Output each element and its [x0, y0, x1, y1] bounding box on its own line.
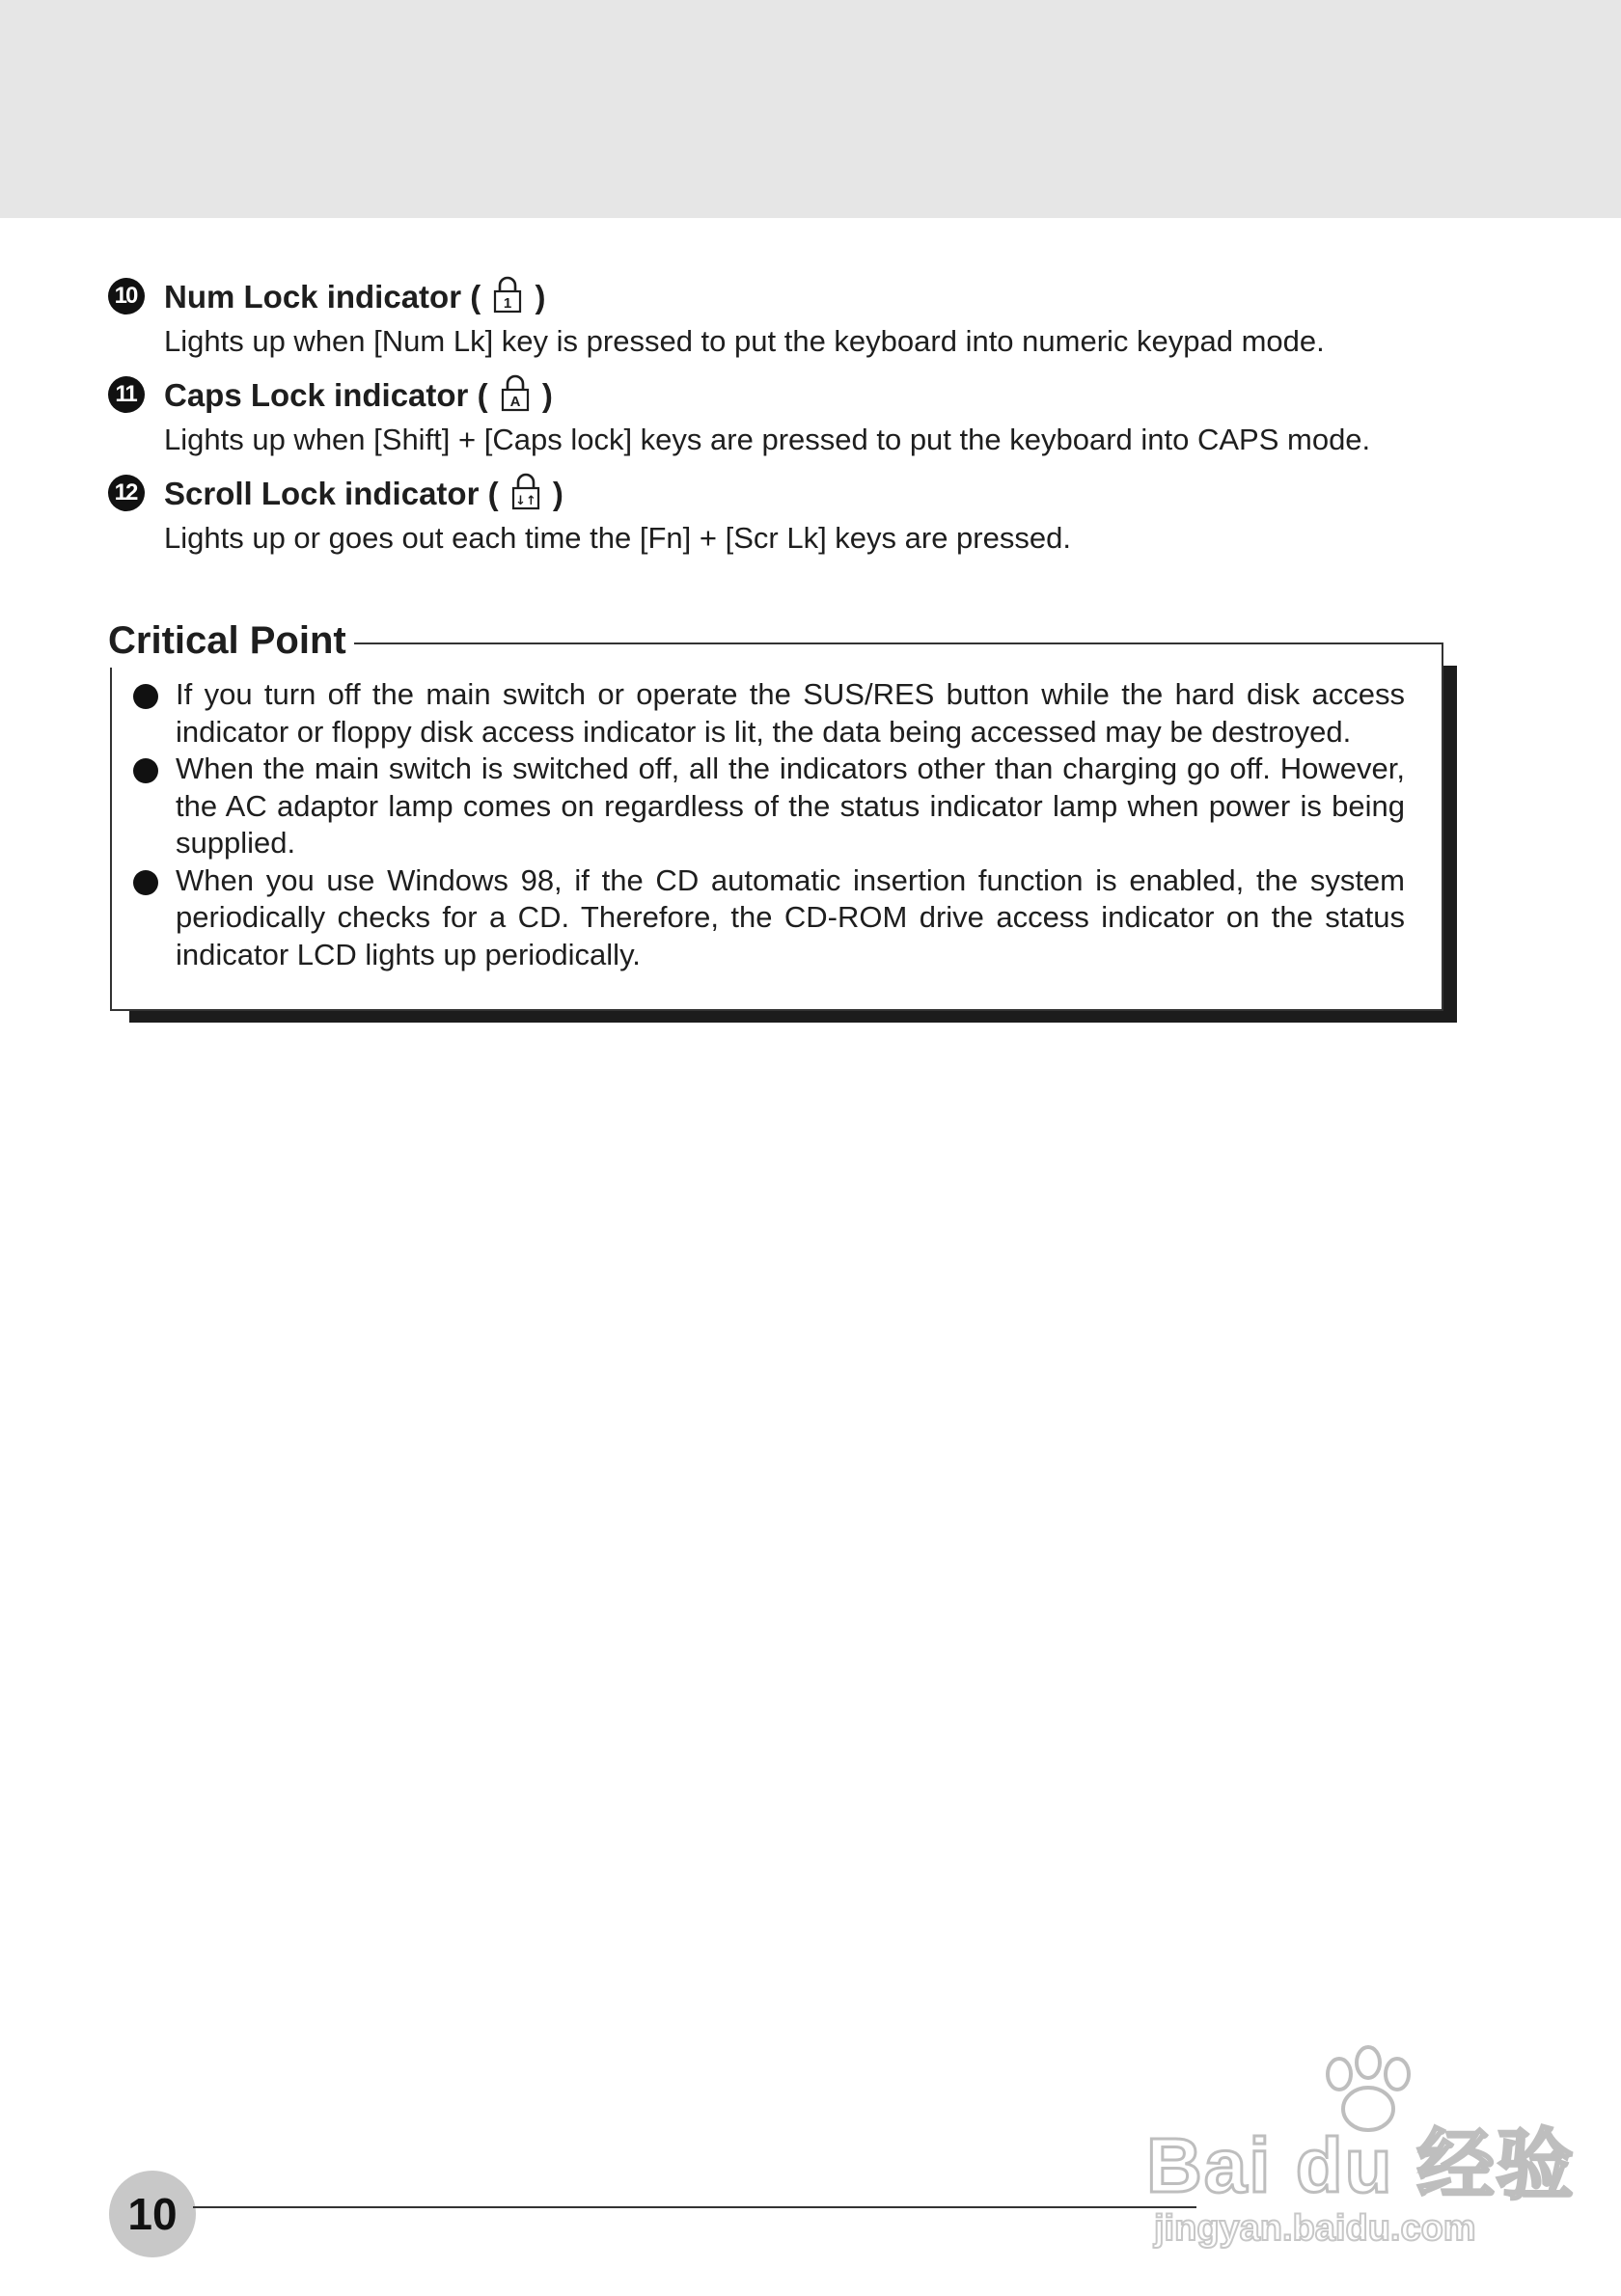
scroll-lock-icon: [511, 472, 540, 510]
page-number: 10: [109, 2171, 196, 2257]
bullet-icon: [133, 758, 158, 783]
indicator-item-num-lock: [108, 274, 1536, 363]
svg-text:1: 1: [504, 295, 512, 312]
critical-point-text: When the main switch is switched off, all the indicators other than charging go off. However, the AC adaptor lamp comes on regardless of the status indicator lamp when power is being supplied.: [176, 752, 1405, 860]
indicator-title: [164, 274, 1536, 320]
critical-point-item: [133, 751, 1405, 862]
header-band: [0, 0, 1621, 218]
indicator-list: [108, 274, 1536, 560]
caps-lock-icon: [501, 373, 530, 412]
critical-point-item: [133, 676, 1405, 751]
item-number-badge: 11: [108, 376, 145, 413]
critical-point-list: [133, 676, 1405, 973]
critical-point-text: When you use Windows 98, if the CD automatic insertion function is enabled, the system periodically checks for a CD. Therefore, the CD-ROM drive access indicator on the status indicator LCD lights up periodically.: [176, 862, 1405, 971]
indicator-title-text: Scroll Lock indicator (: [164, 476, 499, 511]
bullet-icon: [133, 870, 158, 895]
watermark-url: jingyan.baidu.com: [1154, 2208, 1476, 2249]
critical-point-text: If you turn off the main switch or operate the SUS/RES button while the hard disk access indicator or floppy disk access indicator is lit, the data being accessed may be destroyed.: [176, 677, 1405, 749]
footer-rule: [193, 2206, 1196, 2208]
critical-point-box: [110, 642, 1443, 1011]
indicator-title-text: Caps Lock indicator (: [164, 377, 488, 413]
critical-point-title: Critical Point: [108, 614, 354, 668]
indicator-description: Lights up when [Num Lk] key is pressed to put the keyboard into numeric keypad mode.: [164, 324, 1325, 358]
indicator-title-close: ): [552, 476, 563, 511]
bullet-icon: [133, 684, 158, 709]
indicator-item-scroll-lock: [108, 471, 1536, 560]
indicator-description: Lights up when [Shift] + [Caps lock] keys are pressed to put the keyboard into CAPS mode.: [164, 423, 1371, 456]
indicator-title-text: Num Lock indicator (: [164, 279, 481, 314]
indicator-title-close: ): [535, 279, 546, 314]
item-number-badge: 10: [108, 278, 145, 314]
indicator-title: [164, 372, 1536, 419]
item-number-badge: 12: [108, 475, 145, 511]
indicator-item-caps-lock: [108, 372, 1536, 461]
indicator-description: Lights up or goes out each time the [Fn] + [Scr Lk] keys are pressed.: [164, 521, 1071, 555]
svg-text:A: A: [509, 394, 521, 410]
baidu-watermark: [1146, 2045, 1576, 2249]
indicator-title-close: ): [541, 377, 553, 413]
critical-point-item: [133, 862, 1405, 974]
watermark-brand: Bai du 经验: [1146, 2122, 1576, 2208]
num-lock-icon: [493, 275, 522, 314]
indicator-title: [164, 471, 1536, 517]
svg-text:↓↑: ↓↑: [514, 494, 536, 508]
